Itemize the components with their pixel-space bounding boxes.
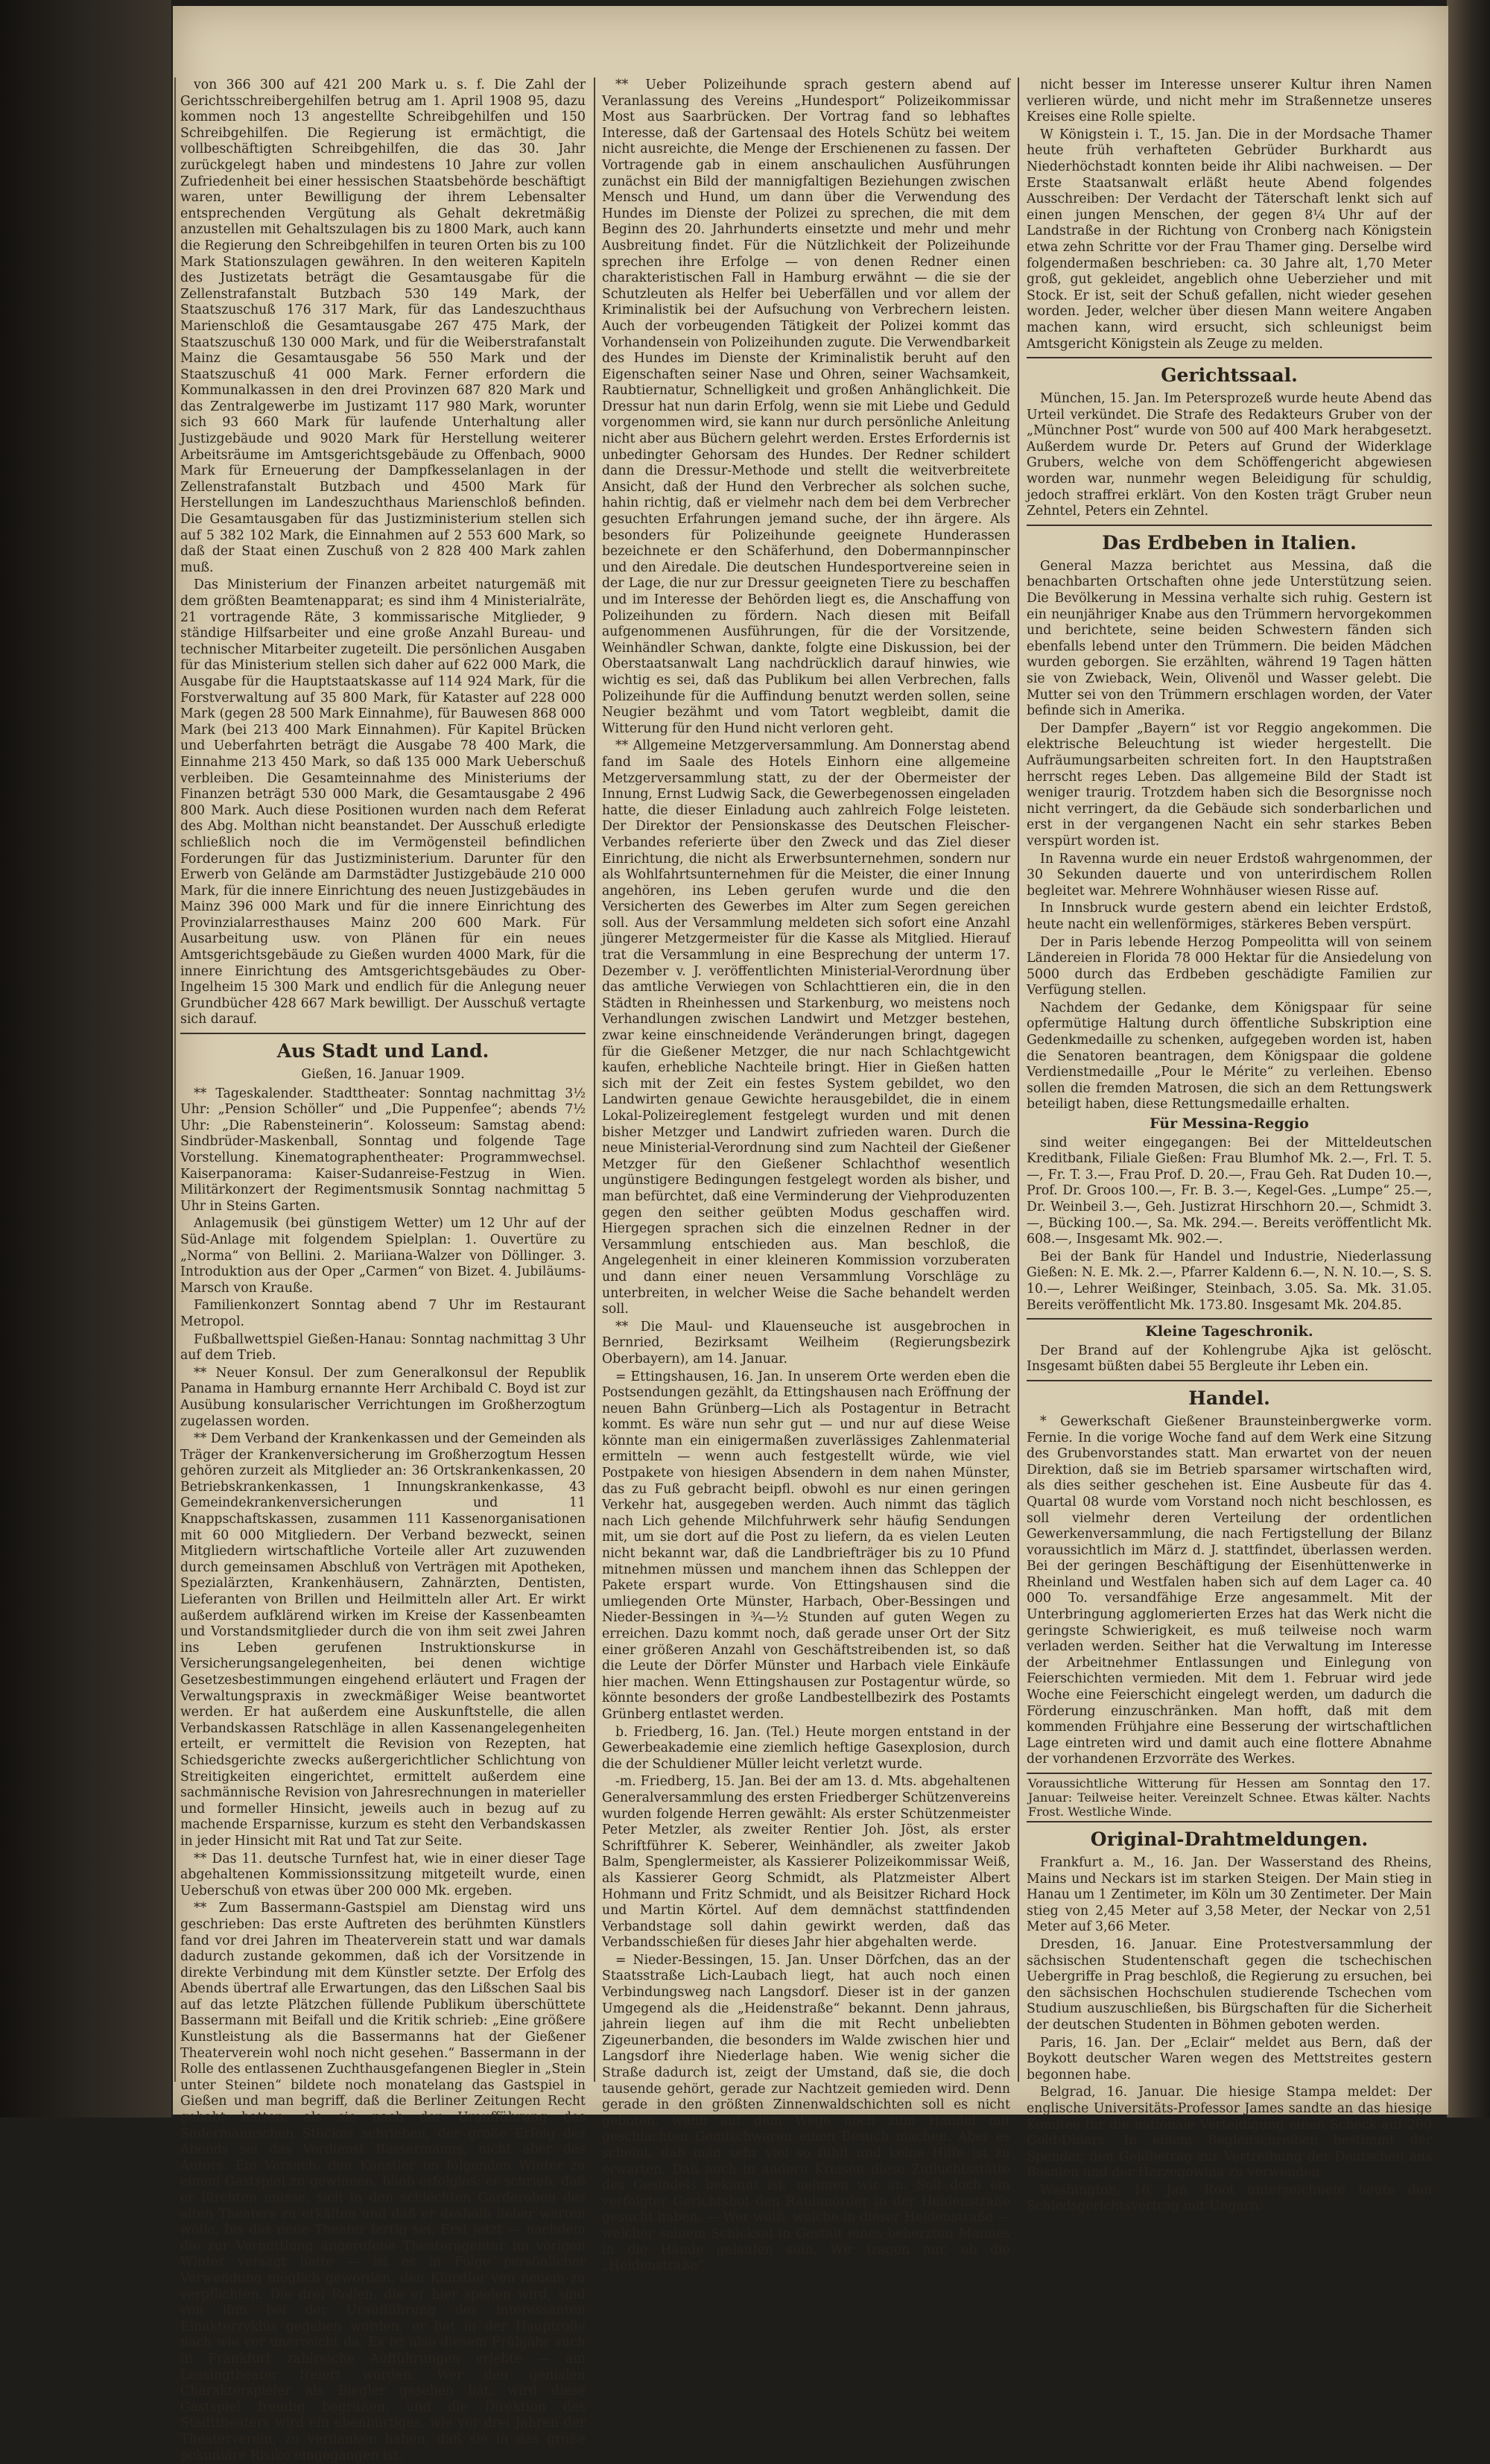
article-herzog-florida: Der in Paris lebende Herzog Pompeolitta will von seinem Ländereien in Florida 78 000 Hektar für die Ansiedelung von 5000 durch das Erdbeben geschädigte Familien zur Verfügung stellen. [1027,934,1432,998]
article-anlagemusik: Anlagemusik (bei günstigem Wetter) um 12 Uhr auf der Süd-Anlage mit folgendem Spielplan: 1. Ouvertüre zu „Norma“ von Bellini. 2. Mariiana-Walzer von Döllinger. 3. Introduktion aus der Oper „Carmen“ von Bizet. 4. Jubiläums-Marsch von Krauße. [180,1216,586,1296]
article-continuation: nicht besser im Interesse unserer Kultur ihren Namen verlieren würde, und nicht mehr im Straßennetze unseres Kreises eine Rolle spielte. [1027,77,1432,125]
subheading-messina-reggio: Für Messina-Reggio [1150,1115,1309,1133]
article-turnfest: ** Das 11. deutsche Turnfest hat, wie in einer dieser Tage abgehaltenen Kommissionssitzung mitgeteilt wurde, einen Ueberschuß von etwas über 200 000 Mk. ergeben. [180,1851,586,1898]
column-1 [180,77,586,2463]
column-3 [1027,77,1432,2214]
article-neuer-konsul: ** Neuer Konsul. Der zum Generalkonsul der Republik Panama in Hamburg ernannte Herr Archibald C. Boyd ist zur Ausübung konsularischer Verrichtungen im Großherzogtum zugelassen worden. [180,1365,586,1429]
article-friedberg-explosion: b. Friedberg, 16. Jan. (Tel.) Heute morgen entstand in der Gewerbeakademie eine ziemlich heftige Gasexplosion, durch die der Schuldiener Müller leicht verletzt wurde. [602,1724,1010,1772]
article-maul-und-klauenseuche: ** Die Maul- und Klauenseuche ist ausgebrochen in Bernried, Bezirksamt Weilheim (Regierungsbezirk Oberbayern), am 14. Januar. [602,1319,1010,1366]
article-koenigstein: W Königstein i. T., 15. Jan. Die in der Mordsache Thamer heute früh verhafteten Gebrüder Burkhardt aus Niederhöchstadt konnten beide ihr Alibi nachweisen. — Der Erste Staatsanwalt erläßt heute Abend folgendes Ausschreiben: Der Verdacht der Täterschaft lenkt sich auf einen jungen Menschen, der gegen 8¼ Uhr auf der Landstraße in der Richtung von Cronberg nach Königstein etwa zehn Schritte vor der Frau Thamer ging. Derselbe wird folgendermaßen beschrieben: ca. 30 Jahre alt, 1,70 Meter groß, gut gekleidet, angeblich ohne Ueberzieher und mit Stock. Er ist, seit der Schuß gefallen, nicht wieder gesehen worden. Jeder, welcher über diesen Mann weitere Angaben machen kann, wird ersucht, sich schleunigst beim Amtsgericht Königstein als Zeuge zu melden. [1027,127,1432,352]
donation-list-bank-fuer-handel: Bei der Bank für Handel und Industrie, Niederlassung Gießen: N. E. Mk. 2.—, Pfarrer Kaldenn 6.—, N. N. 10.—, S. S. 10.—, Lehrer Weißinger, Steinbach, 3.05. Sa. Mk. 31.05. Bereits veröffentlicht Mk. 173.80. Insgesamt Mk. 204.85. [1027,1249,1432,1313]
wire-belgrad: Belgrad, 16. Januar. Die hiesige Stampa meldet: Der englische Universitäts-Professor James sandte an das hiesige Komitee für die nationale Verteidigung einen Scheck auf 260 Gold-Dinars. In einem Begleitschreiben bestimmt der Spender, den Geldbetrag zur Vertreibung der Deutschen aus Bosnien und der Herzegowina zu verwenden. [1027,2085,1432,2181]
section-divider [1027,525,1432,526]
article-medaille: Nachdem der Gedanke, dem Königspaar für seine opfermütige Haltung durch öffentliche Subskription eine Gedenkmedaille zu schenken, aufgegeben worden ist, haben die Senatoren beantragen, dem Königspaar die goldene Verdienstmedaille „Pour le Mérite“ zu verleihen. Ebenso sollen die fremden Matrosen, die sich an dem Rettungswerk beteiligt haben, diese Rettungsmedaille erhalten. [1027,1000,1432,1112]
section-heading-drahtmeldungen: Original-Drahtmeldungen. [1090,1828,1369,1850]
article-fussballwettspiel: Fußballwettspiel Gießen-Hanau: Sonntag nachmittag 3 Uhr auf dem Trieb. [180,1331,586,1364]
dateline: Gießen, 16. Januar 1909. [301,1067,465,1083]
column-2 [602,77,1010,2274]
column-rule [594,77,595,2082]
article-ravenna: In Ravenna wurde ein neuer Erdstoß wahrgenommen, der 30 Sekunden dauerte und von unterirdischem Rollen begleitet war. Mehrere Wohnhäuser wiesen Risse auf. [1027,851,1432,899]
article-finance-ministry: Das Ministerium der Finanzen arbeitet naturgemäß mit dem größten Beamtenapparat; es sind ihm 4 Ministerialräte, 21 vortragende Räte, 3 kommissarische Mitglieder, 9 ständige Hilfsarbeiter und eine große Anzahl Bureau- und technischer Mitarbeiter zugeteilt. Die persönlichen Ausgaben für das Ministerium stellen sich daher auf 622 000 Mark, die Ausgabe für die Hauptstaatskasse auf 114 924 Mark, für die Forstverwaltung auf 35 800 Mark, für Kataster auf 228 000 Mark (gegen 28 500 Mark Einnahme), für Bauwesen 868 000 Mark (bei 213 400 Mark Einnahmen). Für Kapitel Brücken und Ueberfahrten beträgt die Ausgabe 78 400 Mark, die Einnahme 213 450 Mark, so daß 135 000 Mark Ueberschuß verbleiben. Die Gesamteinnahme des Ministeriums der Finanzen beträgt 530 000 Mark, die Gesamtausgabe 2 496 800 Mark. Auch diese Positionen wurden nach dem Referat des Abg. Molthan nicht beanstandet. Der Ausschuß erledigte schließlich noch die im Vermögensteil befindlichen Forderungen für das Justizministerium. Darunter für den Erwerb von Gelände am Darmstädter Justizgebäude 210 000 Mark, für die innere Einrichtung des neuen Justizgebäudes in Mainz 396 000 Mark und für die innere Einrichtung des Provinzialarresthauses Mainz 200 600 Mark. Für Ausarbeitung usw. von Plänen für ein neues Amtsgerichtsgebäude zu Gießen wurden 4000 Mark, für die innere Einrichtung des Amtsgerichtsgebäudes zu Ober-Ingelheim 15 300 Mark und endlich für die Anlegung neuer Grundbücher 428 667 Mark bewilligt. Der Ausschuß vertagte sich darauf. [180,577,586,1027]
article-reggio: Der Dampfer „Bayern“ ist vor Reggio angekommen. Die elektrische Beleuchtung ist wieder hergestellt. Die Aufräumungsarbeiten schreiten fort. In den Hauptstraßen herrscht reges Leben. Das allgemeine Bild der Stadt ist weniger traurig. Trotzdem haben sich die Besorgnisse noch nicht verringert, da die Gebäude sich sonderbarlichen und erst in der vergangenen Nacht ein sehr starkes Beben verspürt worden ist. [1027,720,1432,849]
wire-dresden: Dresden, 16. Januar. Eine Protestversammlung der sächsischen Studentenschaft gegen die tschechischen Uebergriffe in Prag beschloß, die Regierung zu ersuchen, bei den sächsischen Hochschulen studierende Tschechen vom Studium auszuschließen, bis Bürgschaften für die Sicherheit der deutschen Studenten in Böhmen geboten werden. [1027,1936,1432,2033]
article-braunsteinbergwerke: * Gewerkschaft Gießener Braunsteinbergwerke vorm. Fernie. In die vorige Woche fand auf dem Werk eine Sitzung des Grubenvorstandes statt. Man erwartet von der neuen Direktion, daß sie im Betrieb sparsamer wirtschaften wird, als dies seither geschehen ist. Eine Ausbeute für das 4. Quartal 08 wurde vom Vorstand noch nicht beschlossen, es soll vielmehr deren Verteilung der ordentlichen Gewerkenversammlung, die nach Fertigstellung der Bilanz voraussichtlich im März d. J. stattfindet, überlassen werden. Bei der geringen Beschäftigung der Eisenhüttenwerke in Rheinland und Westfalen haben sich auf dem Lager ca. 40 000 To. versandfähige Erze angesammelt. Mit der Unterbringung agglomerierten Erzes hat das Werk nicht die geringste Schwierigkeit, es muß teilweise noch warm verladen werden. Seither hat die Verwaltung im Interesse der Arbeitnehmer Entlassungen und Einlegung von Feierschichten vermieden. Mit dem 1. Februar wird jede Woche eine Feierschicht eingelegt werden, um dadurch die Förderung einzuschränken. Man hofft, daß mit dem kommenden Frühjahre eine Besserung der wirtschaftlichen Lage eintreten wird und damit auch eine flottere Abnahme der vorhandenen Erzvorräte des Werkes. [1027,1413,1432,1767]
article-innsbruck: In Innsbruck wurde gestern abend ein leichter Erdstoß, heute nacht ein wellenförmiges, stärkeres Beben verspürt. [1027,901,1432,932]
section-heading-kleine-tageschronik: Kleine Tageschronik. [1145,1323,1313,1340]
article-metzgerversammlung: ** Allgemeine Metzgerversammlung. Am Donnerstag abend fand im Saale des Hotels Einhorn eine allgemeine Metzgerversammlung statt, zu der der Obermeister der Innung, Ernst Ludwig Sack, die Gewerbegenossen eingeladen hatte, die dieser Einladung auch zahlreich Folge leisteten. Der Direktor der Pensionskasse des Deutschen Fleischer-Verbandes referierte über den Zweck und das Ziel dieser Einrichtung, die nicht als Erwerbsunternehmen, sondern nur als Wohlfahrtsunternehmen für die Meister, die einer Innung angehören, ins Leben gerufen wurde und die den Versicherten des Gewerbes im Alter zum Segen gereichen soll. Aus der Versammlung meldeten sich sofort eine Anzahl jüngerer Metzgermeister für die Kasse als Mitglied. Hierauf trat die Versammlung in eine Besprechung der unterm 17. Dezember v. J. veröffentlichten Ministerial-Verordnung über das amtliche Verwiegen von Schlachttieren ein, die in den Städten in Rheinhessen und Starkenburg, wo meistens noch Verhandlungen zwischen Landwirt und Metzger bestehen, zwar keine einschneidende Veränderungen bringt, dagegen für die Gießener Metzger, die nur nach Schlachtgewicht kaufen, erhebliche Nachteile bringt. Hier in Gießen hatten sich mit der Zeit ein festes System gebildet, wo den Landwirten genaue Gewichte herausgebildet, die in einem Lokal-Polizeireglement festgelegt wurden und mit denen bisher Metzger und Landwirt zufrieden waren. Durch die neue Ministerial-Verordnung sind zum Nachteil der Gießener Metzger für den Gießener Schlachthof wesentlich ungünstigere Bedingungen festgelegt worden als bisher, und man befürchtet, daß eine Verminderung der Viehproduzenten gegen den seither geübten Modus geschaffen wird. Hiergegen sprachen sich die einzelnen Redner in der Versammlung entschieden aus. Man beschloß, die Angelegenheit in einer kleineren Kommission vorzuberaten und dann einer neuen Versammlung Vorschläge zu unterbreiten, in welcher Weise die Sache behandelt werden soll. [602,738,1010,1317]
article-bassermann: ** Zum Bassermann-Gastspiel am Dienstag wird uns geschrieben: Das erste Auftreten des berühmten Künstlers fand vor drei Jahren im Theaterverein statt und war damals dadurch zustande gekommen, daß ich der Vorsitzende in direkte Verbindung mit dem Künstler setzte. Der Erfolg des Abends übertraf alle Erwartungen, das den Lißschen Saal bis auf das letzte Plätzchen füllende Publikum überschüttete Bassermann mit Beifall und die Kritik schrieb: „Eine größere Kunstleistung als die Bassermanns hat der Gießener Theaterverein wohl noch nicht gesehen.“ Bassermann in der Rolle des entlassenen Zuchthausgefangenen Biegler in „Stein unter Steinen“ bildete noch monatelang das Gastspiel in Gießen und man begriff, daß die Berliner Zeitungen Recht gehabt hatten, als sie nach der Uraufführung des Sudermannschen Stückes schrieben, der große Erfolg des Abends sei das Verdienst Bassermanns, nicht aber des Autors. Ein Versuch, den Künstler im folgenden Winter zu einem Gastspiel zu gewinnen, blieb erfolglos; er schrieb, daß er fürchten müsse, sich in den schlechten Garderoben des alten Theaters zu erkälten und daß er deshalb lieber warten wolle, bis das neue Theater fertig sei. Erst jetzt — nachdem die zur Vermittlung angerufene Theateragentur im vorigen Winter versagt hatte — ist es in Folge persönlicher Verwendung möglich geworden, den Künstler von neuem zu verpflichten. Die drei Rollen, die er hier spielen wird, sind von ihm bei der Uraufführung des interessanten Einakterzyklus gegeben worden, er hat in der Hauptrolle nach wie vor unerreicht da. Es ist also diesem Frühjahr auch in Frankfurt zahlreiche Aufführungen erlebte — am Lessingtheater freiert worden. Wer den genialen Charakterspieler als Biegler gesehen hat, wird diese Gastspiel freudig begrüßen, und die Direktion des Stadttheaters wird ein ebenbürtiges, wie vor drei Jahren der Theaterverein, zu verdanken haben, daß sie in das große pekuniäre Risiko eingegangen ist. [180,1901,586,2463]
article-krankenkassen: ** Dem Verband der Krankenkassen und der Gemeinden als Träger der Krankenversicherung im Großherzogtum Hessen gehören zurzeit als Mitglieder an: 36 Ortskrankenkassen, 20 Betriebskrankenkassen, 1 Innungskrankenkasse, 43 Gemeindekrankenversicherungen und 11 Knappschaftskassen, zusammen 111 Kassenorganisationen mit 60 000 Mitgliedern. Der Verband bezweckt, seinen Mitgliedern wirtschaftliche Vorteile aller Art zuzuwenden durch gemeinsamen Abschluß von Verträgen mit Apotheken, Spezialärzten, Krankenhäusern, Zahnärzten, Dentisten, Lieferanten von Brillen und Heilmitteln aller Art. Er wirkt außerdem aufklärend wirken im Kreise der Kassenbeamten und Vorstandsmitglieder durch die von ihm seit zwei Jahren ins Leben gerufenen Instruktionskurse in Versicherungsangelegenheiten, bei denen wichtige Gesetzesbestimmungen eingehend erläutert und Fragen der Verwaltungspraxis in zweckmäßiger Weise beantwortet werden. Er hat außerdem eine Auskunftstelle, die allen Verbandskassen Ratschläge in allen Kassenangelegenheiten erteilt, er vermittelt die Revision von Rezepten, hat Schiedsgerichte zwecks außergerichtlicher Schlichtung von Streitigkeiten eingerichtet, ermittelt außerdem eine sachmännische Revision von Jahresrechnungen in materieller und formeller Hinsicht, jeweils auch in bezug auf zu machende Ersparnisse, kurzum es steht den Verbandskassen in jeder Hinsicht mit Rat und Tat zur Seite. [180,1431,586,1849]
wire-paris: Paris, 16. Jan. Der „Eclair“ meldet aus Bern, daß der Boykott deutscher Waren wegen des Mettstreites gestern begonnen habe. [1027,2035,1432,2083]
article-familienkonzert: Familienkonzert Sonntag abend 7 Uhr im Restaurant Metropol. [180,1298,586,1329]
article-petersprozess: München, 15. Jan. Im Petersprozeß wurde heute Abend das Urteil verkündet. Die Strafe des Redakteurs Gruber von der „Münchner Post“ wurde von 500 auf 400 Mark herabgesetzt. Außerdem wurde Dr. Peters auf Grund der Widerklage Grubers, welche von dem Schöffengericht abgewiesen worden war, nunmehr wegen Beleidigung für schuldig, jedoch straffrei erklärt. Von den Kosten trägt Gruber neun Zehntel, Peters ein Zehntel. [1027,391,1432,519]
column-rule [1018,77,1019,2082]
donation-list-kreditbank: sind weiter eingegangen: Bei der Mitteldeutschen Kreditbank, Filiale Gießen: Frau Blumhof Mk. 2.—, Frl. T. 5.—, Fr. T. 3.—, Frau Prof. D. 20.—, Frau Geh. Rat Duden 10.—, Prof. Dr. Groos 100.—, Fr. B. 3.—, Kegel-Ges. „Lumpe“ 25.—, Dr. Weinbeil 3.—, Geh. Justizrat Hirschhorn 20.—, Schmidt 3.—, Bücking 100.—, Sa. Mk. 294.—. Bereits veröffentlicht Mk. 608.—, Insgesamt Mk. 902.—. [1027,1135,1432,1247]
wire-washington: Washington, 16. Jan. Root unterzeichnete heute den Schiedsgerichtsvertrag mit Ungarn. [1027,2182,1432,2214]
article-polizeihunde: ** Ueber Polizeihunde sprach gestern abend auf Veranlassung des Vereins „Hundesport“ Polizeikommissar Most aus Saarbrücken. Der Vortrag fand so lebhaftes Interesse, daß der Gartensaal des Hotels Schütz bei weitem nicht ausreichte, die Menge der Erschienenen zu fassen. Der Vortragende gab in einem anschaulichen Ausführungen zunächst ein Bild der mannigfaltigen Beziehungen zwischen Mensch und Hund, um dann über die Verwendung des Hundes im Dienste der Polizei zu sprechen, die mit dem Beginn des 20. Jahrhunderts einsetzte und mehr und mehr Ausbreitung findet. Für die Nützlichkeit der Polizeihunde sprechen ihre Erfolge — von denen Redner einen charakteristischen Fall in Hamburg erwähnt — die sie der Schutzleuten als Helfer bei Ueberfällen und vor allem der Kriminalistik bei der Aufsuchung von Verbrechern leisten. Auch der vorbeugenden Tätigkeit der Polizei kommt das Vorhandensein von Polizeihunden zugute. Die Verwendbarkeit des Hundes im Dienste der Kriminalistik beruht auf den Eigenschaften seiner Nase und Ohren, seiner Wachsamkeit, Raubtiernatur, Schnelligkeit und großen Anhänglichkeit. Die Dressur hat nun darin Erfolg, wenn sie mit Liebe und Geduld vorgenommen wird, sie kann nur durch persönliche Anleitung nicht aber aus Büchern gelehrt werden. Erstes Erfordernis ist unbedingter Gehorsam des Hundes. Der Redner schildert dann die Dressur-Methode und stellt die weitverbreitete Ansicht, daß der Hund den Verbrecher als solchen suche, hahin richtig, daß er vielmehr nach dem bei dem Verbrecher gesuchten Erfahrungen jemand suche, der ihn ärgere. Als besonders für Polizeihunde geeignete Hunderassen bezeichnete er den Schäferhund, den Dobermannpinscher und den Airedale. Die deutschen Hundesportvereine seien in der Lage, die nur zur Dressur geeigneten Tiere zu beschaffen und im Interesse der Behörden liegt es, die Anschaffung von Polizeihunden zu fördern. Nach diesen mit Beifall aufgenommenen Ausführungen, für die der Vorsitzende, Weinhändler Schwan, dankte, folgte eine Diskussion, bei der Oberstaatsanwalt Lang nachdrücklich darauf hinwies, wie wichtig es sei, daß das Publikum bei allen Verbrechen, falls Polizeihunde für die Auffindung benutzt werden sollen, seine Neugier bezähmt und vom Tatort wegbleibt, damit die Witterung für den Hund nicht verloren geht. [602,77,1010,736]
section-heading-erdbeben: Das Erdbeben in Italien. [1102,531,1357,554]
article-messina: General Mazza berichtet aus Messina, daß die benachbarten Ortschaften ohne jede Unterstützung seien. Die Bevölkerung in Messina verhalte sich ruhig. Gestern ist ein neunjähriger Knabe aus den Trümmern hervorgekommen und berichtete, seine beiden Schwestern fänden sich ebenfalls lebend unter den Trümmern. Die beiden Mädchen wurden geborgen. Sie erzählten, während 19 Tagen hätten sie von Zwieback, Wein, Olivenöl und Wasser gelebt. Die Mutter sei von den Trümmern erschlagen worden, der Vater befinde sich in Amerika. [1027,558,1432,719]
section-divider [1027,357,1432,358]
scan-background-right [1447,0,1490,2118]
section-divider [1027,1380,1432,1381]
wire-frankfurt: Frankfurt a. M., 16. Jan. Der Wasserstand des Rheins, Mains und Neckars ist im starken Steigen. Der Main stieg in Hanau um 1 Zentimeter, im Köln um 30 Zentimeter. Der Main stieg von 2,45 Meter auf 3,58 Meter, der Neckar von 2,51 Meter auf 3,66 Meter. [1027,1855,1432,1935]
section-heading-aus-stadt-und-land: Aus Stadt und Land. [276,1040,489,1062]
article-nieder-bessingen: = Nieder-Bessingen, 15. Jan. Unser Dörfchen, das an der Staatsstraße Lich-Laubach liegt, hat auch noch einen Verbindungsweg nach Langsdorf. Dieser ist in der ganzen Umgegend als die „Heidenstraße“ bekannt. Denn jahraus, jahrein liegen auf ihm die mit Recht unbeliebten Zigeunerbanden, die besonders im Walde zwischen hier und Langsdorf ihre Niederlage haben. Wie wenig sicher die Straße dadurch ist, zeigt der Umstand, daß sie, die doch tausende gehört, gerade zur Nachtzeit gemieden wird. Denn gerade in den größten Zinnenwaldschichten soll es nicht geboten, wenn auf dem Wege noch zum Handel mit geschlachten Gemischwaren einen Besuch machen. Aber es scheint, daß man sehr viel so fühlt und keine Hilfe ist zu erwarten. Daß auch in andern Kreisen diese Zufluchtsstätte des Gesindels bekannt ist, nehmen wir an. Soll doch ein verfolgter Gerichtshof den Raubmörder in der Heidenstraße gesucht haben. — Wer weiß, welche in dieser Heidenstraße — welcher seinem Schicksal in Gestalt eines beherzten Mannes in die Hände gelaufen sein. Wir tragen nur, ob die „Heidenstraße“ [602,1952,1010,2274]
section-heading-gerichtssaal: Gerichtssaal. [1161,364,1298,387]
newspaper-page [173,6,1448,2463]
article-friedberg-schuetzenverein: -m. Friedberg, 15. Jan. Bei der am 13. d. Mts. abgehaltenen Generalversammlung des ersten Friedberger Schützenvereins wurden folgende Herren gewählt: Als erster Schützenmeister Peter Metzler, als zweiter Rentier Joh. Jöst, als erster Schriftführer K. Seberer, Weinhändler, als zweiter Jakob Balm, Spenglermeister, als Kassierer Polizeikommissar Weiß, als Kassierer Georg Schmidt, als Platzmeister Albert Hohmann und Fritz Schmidt, und als Beisitzer Richard Hock und Martin Körtel. Auf dem demnächst stattfindenden Verbandstage soll dahin gewirkt werden, daß das Verbandsschießen für dieses Jahr hier abgehalten werde. [602,1774,1010,1951]
article-justice-budget: von 366 300 auf 421 200 Mark u. s. f. Die Zahl der Gerichtsschreibergehilfen betrug am 1. April 1908 95, dazu kommen noch 13 angestellte Schreibgehilfen und 150 Schreibgehilfen. Die Regierung ist ermächtigt, die vollbeschäftigten Schreibgehilfen, die das 30. Jahr zurückgelegt haben und mindestens 10 Jahre zur vollen Zufriedenheit bei einer hessischen Staatsbehörde beschäftigt waren, unter Bewilligung der ihrem Lebensalter entsprechenden Vergütung als Gehalt dekretmäßig anzustellen mit Gehaltszulagen bis zu 1800 Mark, auch kann die Regierung den Schreibgehilfen in teuren Orten bis zu 100 Mark Stationszulagen gewähren. In den weiteren Kapiteln des Justizetats beträgt die Gesamtausgabe für die Zellenstrafanstalt Butzbach 530 149 Mark, der Staatszuschuß 176 317 Mark, für das Landeszuchthaus Marienschloß die Gesamtausgabe 267 475 Mark, der Staatszuschuß 130 000 Mark, und für die Weiberstrafanstalt Mainz die Gesamtausgabe 56 550 Mark und der Staatszuschuß 41 000 Mark. Ferner erfordern die Kommunalkassen in den drei Provinzen 687 820 Mark und das Zentralgewerbe im Justizamt 117 980 Mark, worunter sich 93 660 Mark für laufende Unterhaltung aller Justizgebäude und 9020 Mark für Herstellung weiterer Arbeitsräume im Amtsgerichtsgebäude zu Offenbach, 9000 Mark für Erneuerung der Dampfkesselanlagen in der Zellenstrafanstalt Butzbach und 4500 Mark für Herstellungen im Landeszuchthaus Marienschloß befinden. Die Gesamtausgaben für das Justizministerium stellen sich auf 5 382 102 Mark, die Einnahmen auf 2 553 600 Mark, so daß der Staat einen Zuschuß von 2 828 400 Mark zahlen muß. [180,77,586,575]
article-tageskalender: ** Tageskalender. Stadttheater: Sonntag nachmittag 3½ Uhr: „Pension Schöller“ und „Die Puppenfee“; abends 7½ Uhr: „Die Rabensteinerin“. Kolosseum: Samstag abend: Sindbrüder-Maskenball, Sonntag und folgende Tage Vorstellung. Kinematographentheater: Programmwechsel. Kaiserpanorama: Kaiser-Sudanreise-Festzug in Wien. Militärkonzert der Regimentsmusik Sonntag nachmittag 5 Uhr in Steins Garten. [180,1086,586,1214]
section-heading-handel: Handel. [1188,1387,1270,1409]
section-divider [1027,1318,1432,1320]
article-ettingshausen: = Ettingshausen, 16. Jan. In unserem Orte werden eben die Postsendungen gezählt, da Ettingshausen nach Eröffnung der neuen Bahn Grünberg—Lich als Postagentur in Betracht kommt. Es wäre nun sehr gut — und nur auf diese Weise könnte man ein einigermaßen zuverlässiges Zahlenmaterial ermitteln — wenn auch festgestellt würde, wie viel Postpakete von hiesigen Absendern in dem nahen Münster, das zu Fuß gebracht beipfl. obwohl es nur einen geringen Verkehr hat, ausgegeben werden. Auch nimmt das täglich nach Lich gehende Milchfuhrwerk sehr häufig Sendungen mit, um sie dort auf die Post zu liefern, da es vielen Leuten nicht bekannt war, daß die Landbriefträger bis zu 10 Pfund mitnehmen müssen und manchem ihnen das Schleppen der Pakete erspart wurde. Von Ettingshausen sind die umliegenden Orte Münster, Harbach, Ober-Bessingen und Nieder-Bessingen in ¾—½ Stunden auf guten Wegen zu erreichen. Dazu kommt noch, daß gerade unser Ort der Sitz einer größeren Anzahl von Geschäftstreibenden ist, so daß die Leute der Dörfer Münster und Harbach viele Einkäufe hier machen. Wenn Ettingshausen zur Postagentur würde, so könnte besonders der große Landbestellbezirk des Postamts Grünberg entlastet werden. [602,1369,1010,1722]
frame-rule [174,77,176,2082]
weather-forecast: Voraussichtliche Witterung für Hessen am Sonntag den 17. Januar: Teilweise heiter. Vereinzelt Schnee. Etwas kälter. Nachts Frost. Westliche Winde. [1027,1773,1432,1822]
section-divider [180,1033,586,1034]
scan-background-left [0,0,171,2118]
article-kohlengrube: Der Brand auf der Kohlengrube Ajka ist gelöscht. Insgesamt büßten dabei 55 Bergleute ihr Leben ein. [1027,1343,1432,1375]
